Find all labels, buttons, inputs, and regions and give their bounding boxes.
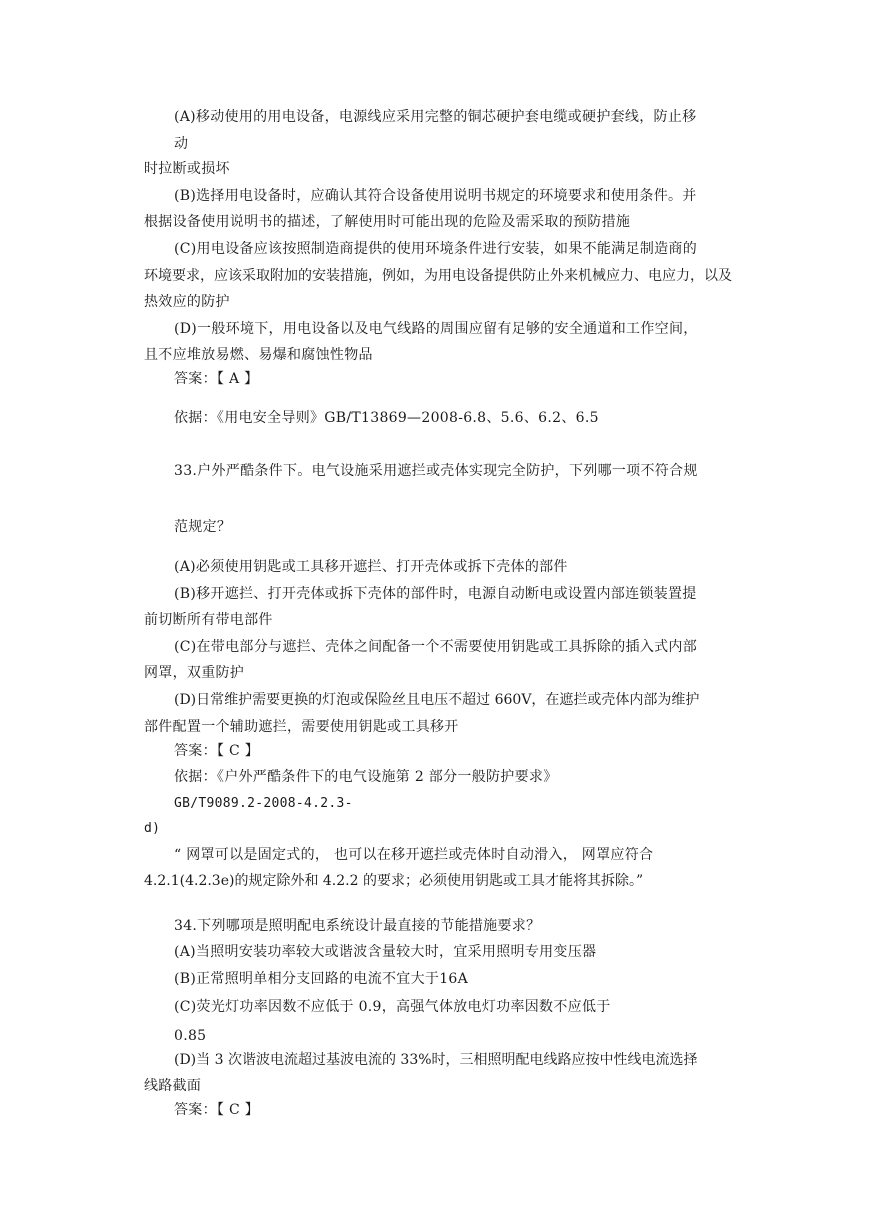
q33-basis-line1: 依据：《户外严酷条件下的电气设施第 2 部分一般防护要求》 <box>174 769 558 785</box>
q32-basis: 依据：《用电安全导则》GB/T13869—2008-6.8、5.6、6.2、6.5 <box>174 410 599 426</box>
q34-option-c-line1: (C)荧光灯功率因数不应低于 0.9，高强气体放电灯功率因数不应低于 <box>174 999 611 1015</box>
q33-option-c-line1: (C)在带电部分与遮拦、壳体之间配备一个不需要使用钥匙或工具拆除的插入式内部 <box>174 639 698 655</box>
q32-option-c-line1: (C)用电设备应该按照制造商提供的使用环境条件进行安装，如果不能满足制造商的 <box>174 241 698 257</box>
q34-answer: 答案：【 C 】 <box>174 1102 260 1118</box>
q33-option-d-line2: 部件配置一个辅助遮拦，需要使用钥匙或工具移开 <box>144 719 459 735</box>
q32-option-a-line2: 动 <box>174 136 189 152</box>
q33-answer: 答案：【 C 】 <box>174 743 260 759</box>
q34-option-d-line2: 线路截面 <box>144 1078 202 1094</box>
q33-option-b-line1: (B)移开遮拦、打开壳体或拆下壳体的部件时，电源自动断电或设置内部连锁装置提 <box>174 586 697 602</box>
q32-option-b-line2: 根据设备使用说明书的描述，了解使用时可能出现的危险及需采取的预防措施 <box>144 214 631 230</box>
q34-option-d-line1: (D)当 3 次谐波电流超过基波电流的 33%时，三相照明配电线路应按中性线电流选择 <box>174 1052 698 1068</box>
q34-option-b: (B)正常照明单相分支回路的电流不宜大于16A <box>174 971 469 987</box>
q32-option-a-line1: (A)移动使用的用电设备，电源线应采用完整的铜芯硬护套电缆或硬护套线，防止移 <box>174 109 697 125</box>
q32-option-a-line3: 时拉断或损坏 <box>144 161 230 177</box>
q32-option-c-line3: 热效应的防护 <box>144 294 230 310</box>
q33-option-d-line1: (D)日常维护需要更换的灯泡或保险丝且电压不超过 660V，在遮拦或壳体内部为维护 <box>174 692 700 708</box>
q33-question-line1: 33.户外严酷条件下。电气设施采用遮拦或壳体实现完全防护，下列哪一项不符合规 <box>174 463 698 479</box>
q32-option-c-line2: 环境要求，应该采取附加的安装措施，例如，为用电设备提供防止外来机械应力、电应力，以及 <box>144 268 732 284</box>
q33-quote-line2: 4.2.1(4.2.3e)的规定除外和 4.2.2 的要求；必须使用钥匙或工具才能将其拆除。” <box>144 873 644 889</box>
q32-option-d-line1: (D)一般环境下，用电设备以及电气线路的周围应留有足够的安全通道和工作空间， <box>174 321 698 337</box>
q33-question-line2: 范规定？ <box>174 519 232 535</box>
q33-option-a: (A)必须使用钥匙或工具移开遮拦、打开壳体或拆下壳体的部件 <box>174 559 568 575</box>
q33-option-b-line2: 前切断所有带电部件 <box>144 612 273 628</box>
q32-answer: 答案：【 A 】 <box>174 371 259 387</box>
q32-option-d-line2: 且不应堆放易燃、易爆和腐蚀性物品 <box>144 347 373 363</box>
q34-option-a: (A)当照明安装功率较大或谐波含量较大时，宜采用照明专用变压器 <box>174 944 597 960</box>
q33-option-c-line2: 网罩，双重防护 <box>144 665 245 681</box>
q33-basis-line3: d) <box>144 821 161 836</box>
q33-basis-line2: GB/T9089.2-2008-4.2.3- <box>174 796 353 811</box>
q32-option-b-line1: (B)选择用电设备时，应确认其符合设备使用说明书规定的环境要求和使用条件。并 <box>174 188 697 204</box>
q34-option-c-line2: 0.85 <box>174 1028 207 1044</box>
q34-question: 34.下列哪项是照明配电系统设计最直接的节能措施要求？ <box>174 918 541 934</box>
q33-quote-line1: “ 网罩可以是固定式的， 也可以在移开遮拦或壳体时自动滑入， 网罩应符合 <box>174 847 654 863</box>
